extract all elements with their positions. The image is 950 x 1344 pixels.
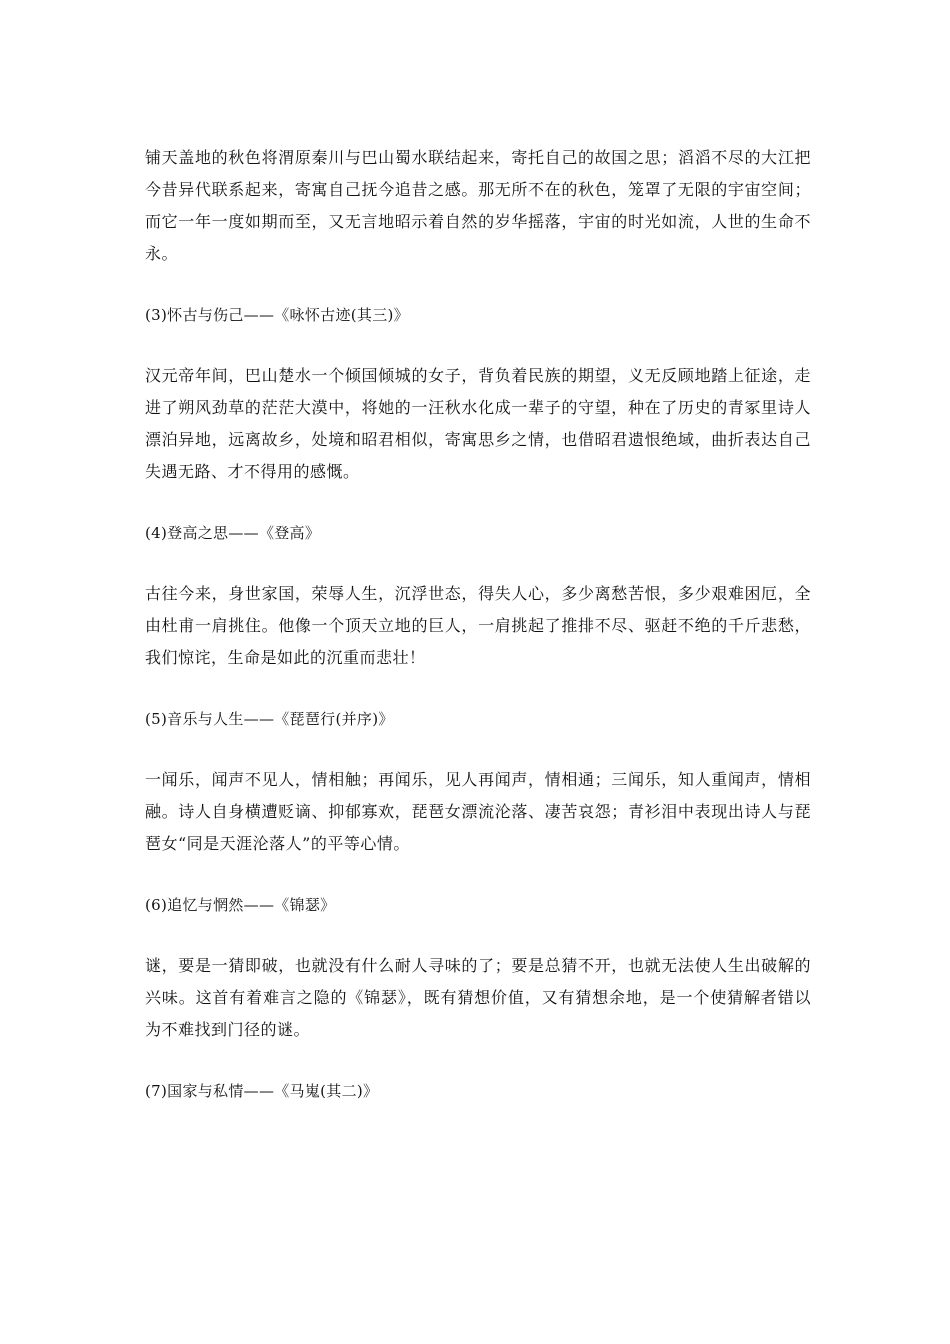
section-heading-6: (6)追忆与惘然——《锦瑟》 xyxy=(145,896,336,914)
paragraph-autumn-scenery: 铺天盖地的秋色将渭原秦川与巴山蜀水联结起来，寄托自己的故国之思；滔滔不尽的大江把今昔异代联系起来，寄寓自己抚今追昔之感。那无所不在的秋色，笼罩了无限的宇宙空间；而它一年一度如期而至，又无言地昭示着自然的岁华摇落，宇宙的时光如流，人世的生命不永。 xyxy=(145,148,811,263)
document-page xyxy=(145,142,811,1136)
paragraph-wangzhaojun: 汉元帝年间，巴山楚水一个倾国倾城的女子，背负着民族的期望，义无反顾地踏上征途，走进了朔风劲草的茫茫大漠中，将她的一汪秋水化成一辈子的守望，种在了历史的青冢里诗人漂泊异地，远离故乡，处境和昭君相似，寄寓思乡之情，也借昭君遗恨绝域，曲折表达自己失遇无路、才不得用的感慨。 xyxy=(145,366,811,481)
paragraph-jinse: 谜，要是一猜即破，也就没有什么耐人寻味的了；要是总猜不开，也就无法使人生出破解的兴味。这首有着难言之隐的《锦瑟》，既有猜想价值，又有猜想余地，是一个使猜解者错以为不难找到门径的谜。 xyxy=(145,956,811,1039)
section-heading-4: (4)登高之思——《登高》 xyxy=(145,524,321,542)
paragraph-pipaxing: 一闻乐，闻声不见人，情相触；再闻乐，见人再闻声，情相通；三闻乐，知人重闻声，情相融。诗人自身横遭贬谪、抑郁寡欢，琵琶女漂流沦落、凄苦哀怨；青衫泪中表现出诗人与琵琶女“同是天涯沦落人”的平等心情。 xyxy=(145,770,811,853)
section-heading-3: (3)怀古与伤己——《咏怀古迹(其三)》 xyxy=(145,306,409,324)
paragraph-denggao: 古往今来，身世家国，荣辱人生，沉浮世态，得失人心，多少离愁苦恨，多少艰难困厄，全由杜甫一肩挑住。他像一个顶天立地的巨人，一肩挑起了推排不尽、驱赶不绝的千斤悲愁，我们惊诧，生命是如此的沉重而悲壮！ xyxy=(145,584,811,667)
section-heading-7: (7)国家与私情——《马嵬(其二)》 xyxy=(145,1082,379,1100)
section-heading-5: (5)音乐与人生——《琵琶行(并序)》 xyxy=(145,710,394,728)
